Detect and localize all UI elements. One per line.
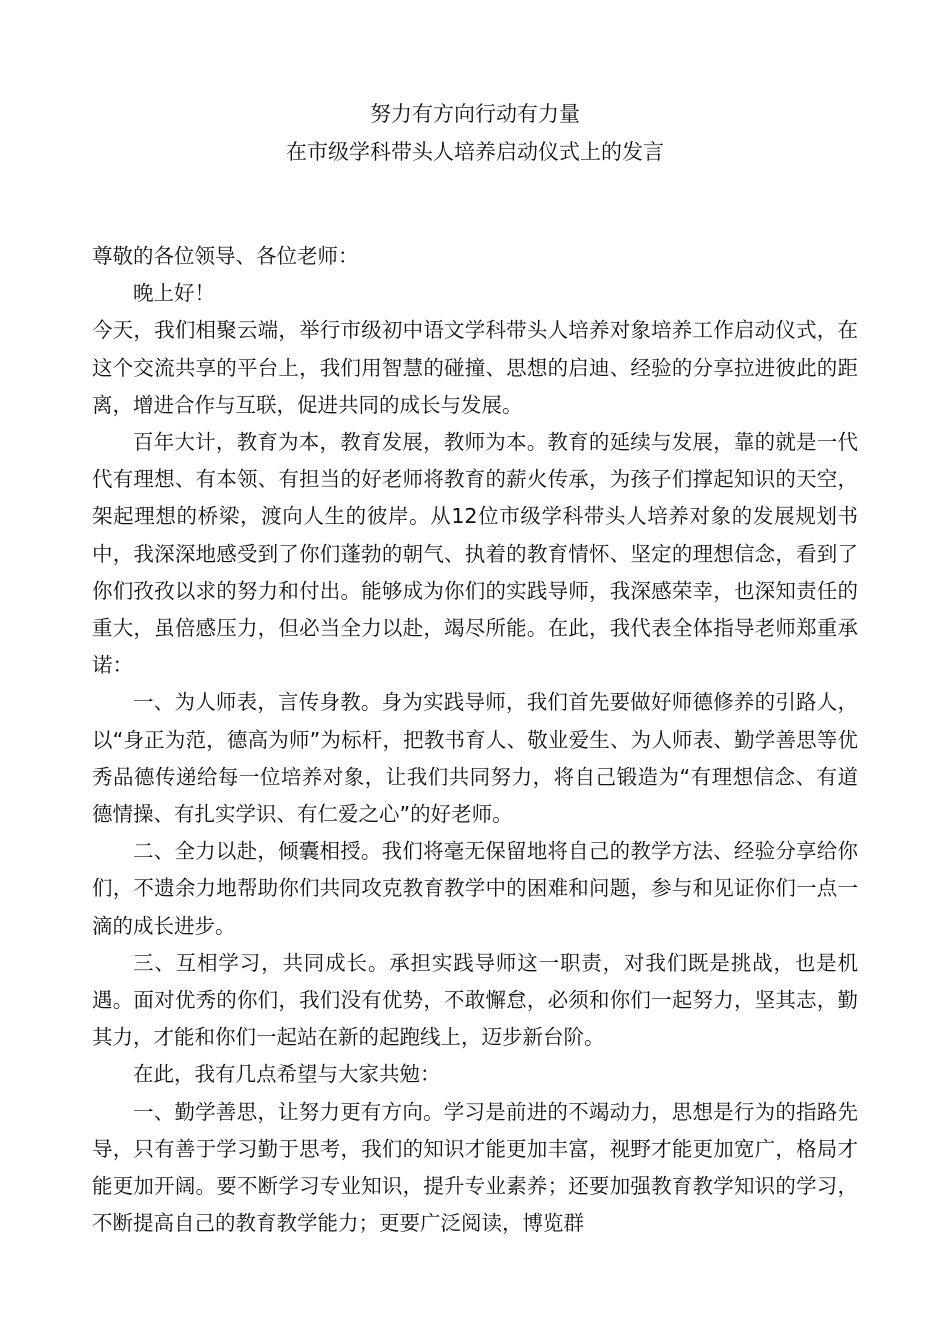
paragraph-greeting: 晚上好！	[133, 281, 215, 306]
paragraph-promise-2: 二、全力以赴，倾囊相授。我们将毫无保留地将自己的教学方法、经验分享给你们，不遗余力地帮助你们共同攻克教育教学中的困难和问题，参与和见证你们一点一滴的成长进步。	[92, 839, 858, 938]
paragraph-hopes-intro: 在此，我有几点希望与大家共勉：	[133, 1062, 441, 1087]
paragraph-promise-3: 三、互相学习，共同成长。承担实践导师这一职责，对我们既是挑战，也是机遇。面对优秀的你们，我们没有优势，不敢懈怠，必须和你们一起努力，坚其志，勤其力，才能和你们一起站在新的起跑线上，迈步新台阶。	[92, 950, 858, 1050]
paragraph-intro: 今天，我们相聚云端，举行市级初中语文学科带头人培养对象培养工作启动仪式，在这个交流共享的平台上，我们用智慧的碰撞、思想的启迪、经验的分享拉进彼此的距离，增进合作与互联，促进共同的成长与发展。	[92, 318, 858, 417]
document-title: 努力有方向行动有力量	[370, 102, 580, 126]
paragraph-hope-1: 一、勤学善思，让努力更有方向。学习是前进的不竭动力，思想是行为的指路先导，只有善于学习勤于思考，我们的知识才能更加丰富，视野才能更加宽广，格局才能更加开阔。要不断学习专业知识，提升专业素养；还要加强教育教学知识的学习，不断提高自己的教育教学能力；更要广泛阅读，博览群	[92, 1099, 858, 1236]
paragraph-promise-1: 一、为人师表，言传身教。身为实践导师，我们首先要做好师德修养的引路人，以“身正为范，德高为师”为标杆，把教书育人、敬业爱生、为人师表、勤学善思等优秀品德传递给每一位培养对象，让我们共同努力，将自己锻造为“有理想信念、有道德情操、有扎实学识、有仁爱之心”的好老师。	[92, 690, 858, 827]
paragraph-education: 百年大计，教育为本，教育发展，教师为本。教育的延续与发展，靠的就是一代代有理想、有本领、有担当的好老师将教育的薪火传承，为孩子们撑起知识的天空，架起理想的桥梁，渡向人生的彼岸。从12位市级学科带头人培养对象的发展规划书中，我深深地感受到了你们蓬勃的朝气、执着的教育情怀、坚定的理想信念，看到了你们孜孜以求的努力和付出。能够成为你们的实践导师，我深感荣幸，也深知责任的重大，虽倍感压力，但必当全力以赴，竭尽所能。在此，我代表全体指导老师郑重承诺：	[92, 430, 858, 678]
salutation: 尊敬的各位领导、各位老师：	[92, 244, 359, 268]
document-body	[92, 238, 858, 1242]
document-subtitle: 在市级学科带头人培养启动仪式上的发言	[286, 140, 664, 164]
title-block	[0, 95, 950, 171]
